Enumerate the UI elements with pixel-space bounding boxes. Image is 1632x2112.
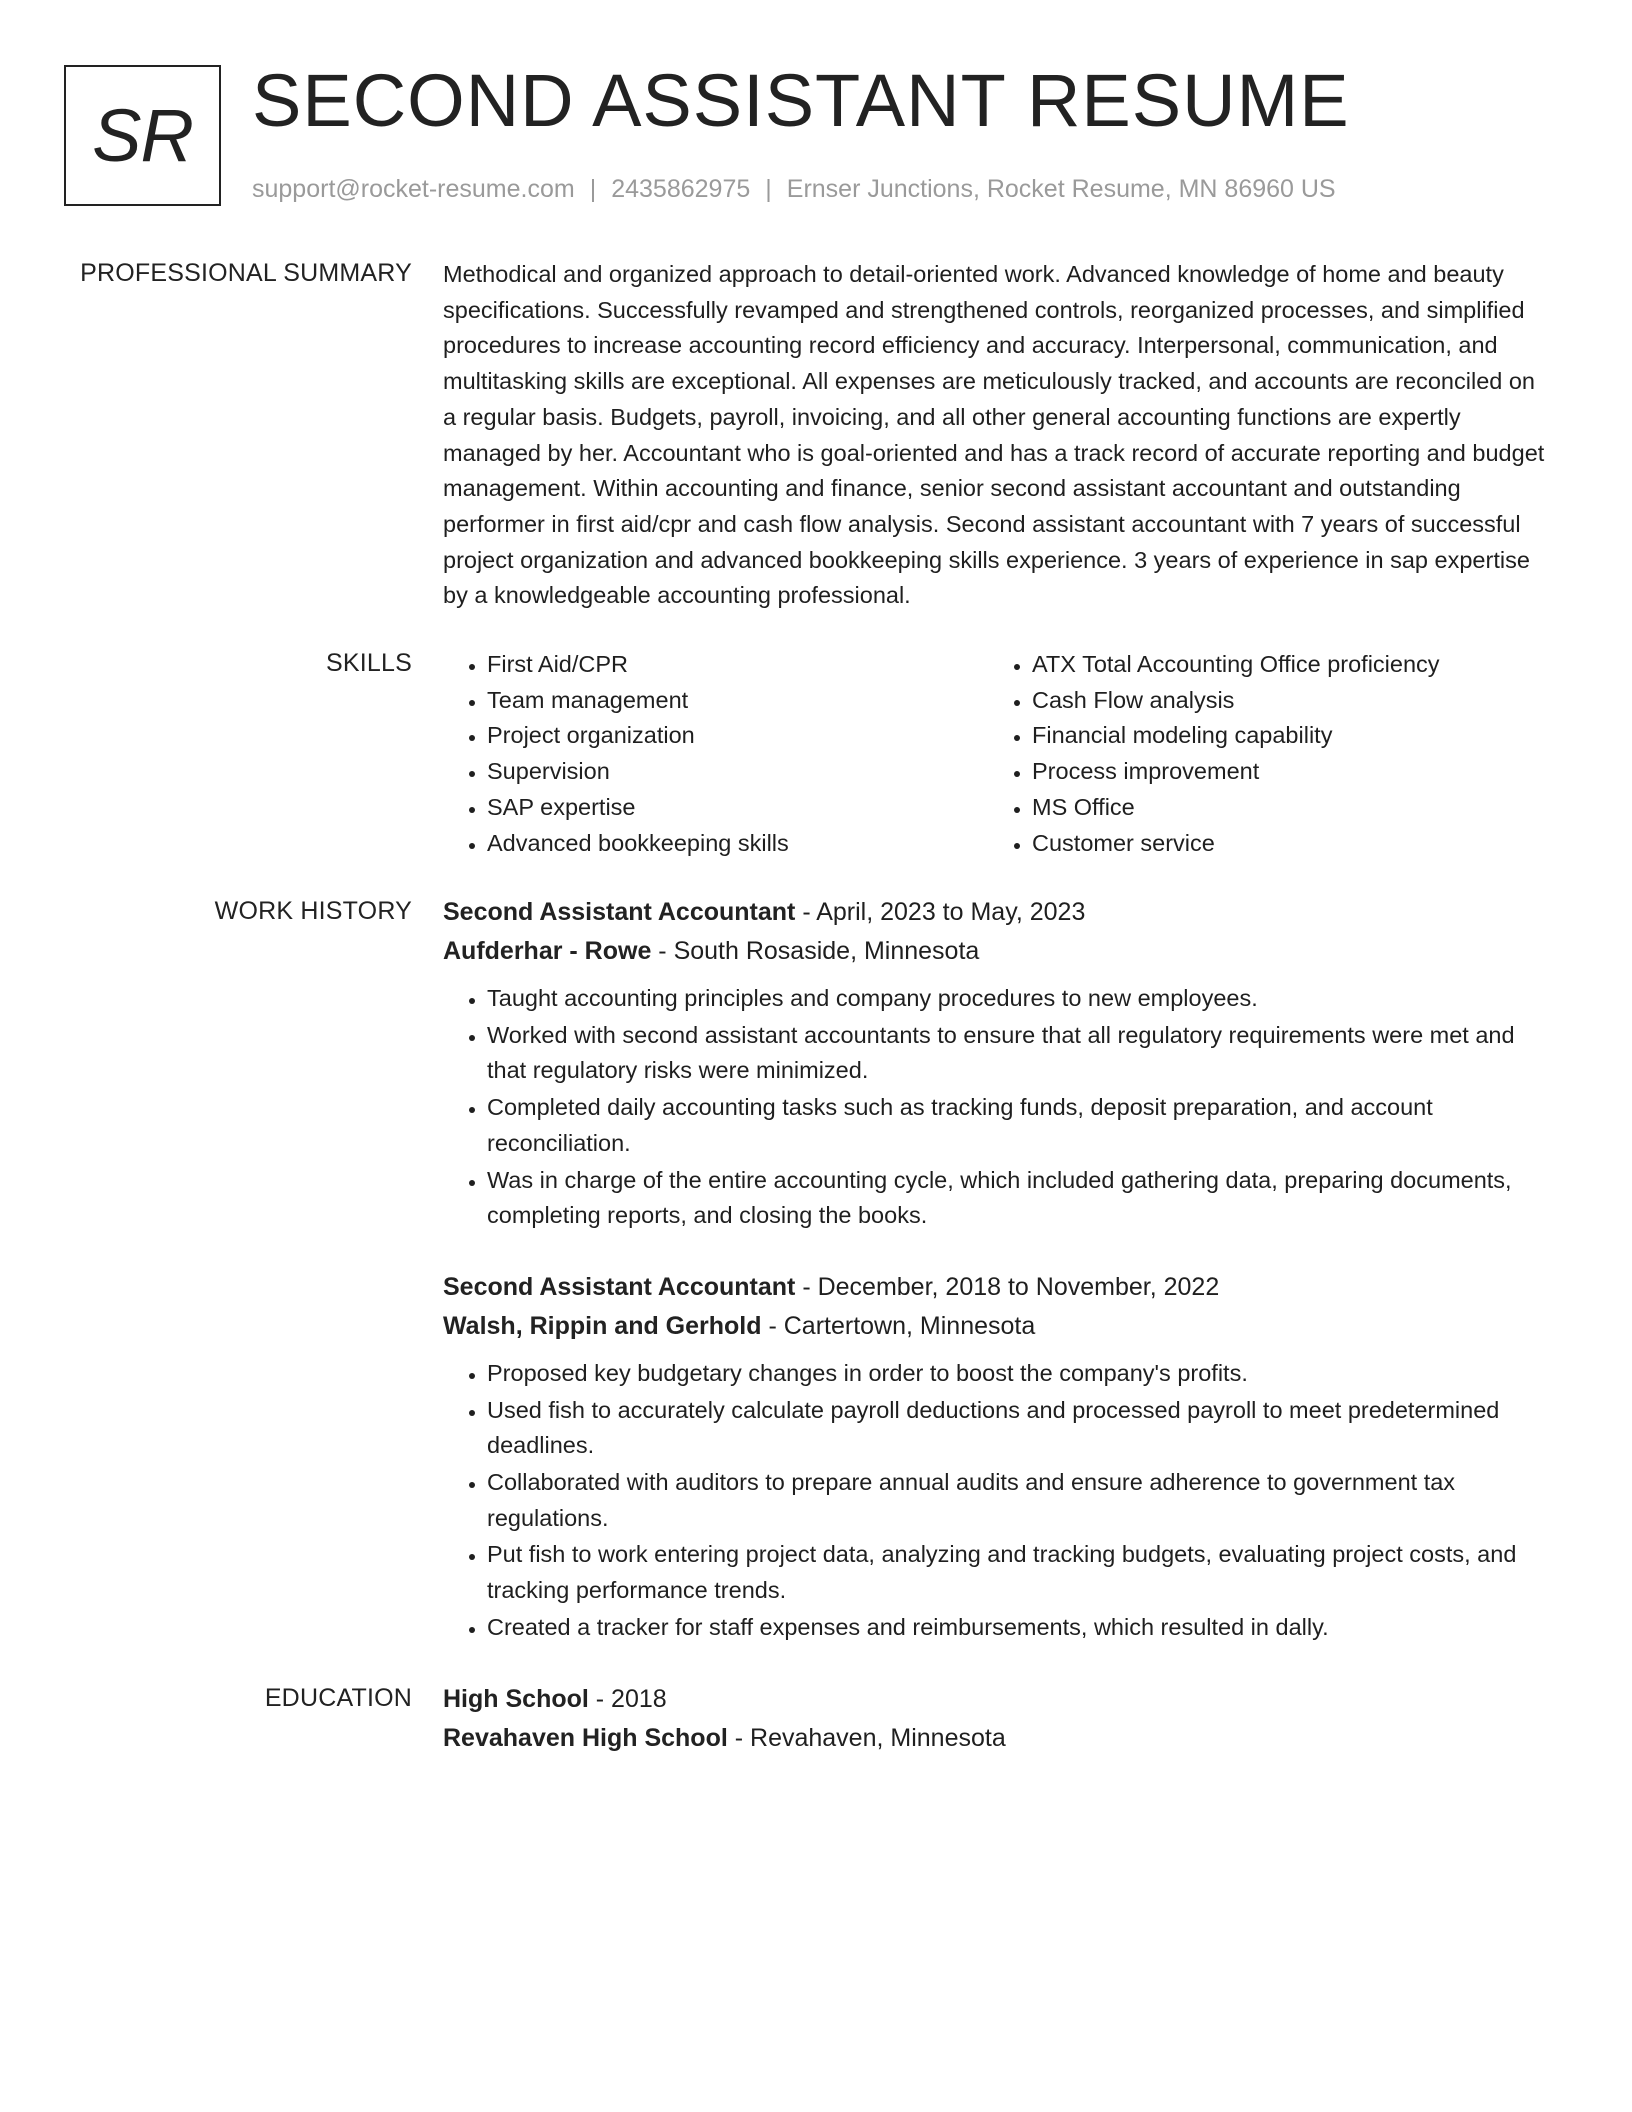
contact-email[interactable]: support@rocket-resume.com: [252, 175, 575, 203]
job-bullet: • Used fish to accurately calculate payroll deductions and processed payroll to meet predetermined deadlines.: [487, 1393, 1553, 1464]
job-location: - Cartertown, Minnesota: [761, 1311, 1036, 1340]
job-dates: - December, 2018 to November, 2022: [795, 1272, 1220, 1301]
job-title: Second Assistant Accountant: [443, 1272, 796, 1301]
summary-heading: PROFESSIONAL SUMMARY: [80, 259, 412, 287]
job-entry: [443, 1268, 1553, 1646]
job-bullet: • Worked with second assistant accountants to ensure that all regulatory requirements were met and that regulatory risks were minimized.: [487, 1018, 1553, 1089]
education-body: [443, 1680, 1553, 1758]
skill-item: • MS Office: [1032, 790, 1533, 826]
education-school: Revahaven High School: [443, 1724, 728, 1752]
job-bullet: • Collaborated with auditors to prepare annual audits and ensure adherence to government tax regulations.: [487, 1465, 1553, 1536]
skill-item: • Process improvement: [1032, 754, 1533, 790]
education-year: - 2018: [588, 1685, 667, 1713]
job-title-line: [443, 1268, 1553, 1307]
skill-item: • Cash Flow analysis: [1032, 683, 1533, 719]
education-location: - Revahaven, Minnesota: [727, 1724, 1006, 1752]
job-location: - South Rosaside, Minnesota: [651, 937, 980, 965]
contact-line: [252, 173, 1336, 205]
monogram-box: [64, 65, 221, 206]
job-dates: - April, 2023 to May, 2023: [795, 898, 1086, 926]
skill-item: • ATX Total Accounting Office proficiency: [1032, 647, 1533, 683]
job-entry: [443, 893, 1553, 1234]
job-bullet: • Put fish to work entering project data, analyzing and tracking budgets, evaluating project costs, and tracking performance trends.: [487, 1537, 1553, 1608]
contact-separator: |: [589, 175, 597, 203]
skill-item: • Financial modeling capability: [1032, 718, 1533, 754]
job-company: Walsh, Rippin and Gerhold: [443, 1311, 762, 1340]
skills-body: [443, 647, 1553, 861]
job-bullet: • Taught accounting principles and company procedures to new employees.: [487, 981, 1553, 1017]
skill-item: • SAP expertise: [487, 790, 988, 826]
education-school-line: [443, 1719, 1553, 1758]
summary-text: Methodical and organized approach to detail-oriented work. Advanced knowledge of home and beauty specifications. Successfully revamped and strengthened controls, reorganized processes, and simplified procedures to increase accounting record efficiency and accuracy. Interpersonal, communication, and multitasking skills are exceptional. All expenses are meticulously tracked, and accounts are reconciled on a regular basis. Budgets, payroll, invoicing, and all other general accounting functions are expertly managed by her. Accountant who is goal-oriented and has a track record of accurate reporting and budget management. Within accounting and finance, senior second assistant accountant and outstanding performer in first aid/cpr and cash flow analysis. Second assistant accountant with 7 years of successful project organization and advanced bookkeeping skills experience. 3 years of experience in sap expertise by a knowledgeable accounting professional.: [443, 261, 1545, 609]
work-history-heading: WORK HISTORY: [214, 897, 412, 925]
skill-item: • Customer service: [1032, 826, 1533, 862]
skills-heading: SKILLS: [326, 649, 412, 677]
skill-item: • First Aid/CPR: [487, 647, 988, 683]
job-bullet: • Completed daily accounting tasks such as tracking funds, deposit preparation, and account reconciliation.: [487, 1090, 1553, 1161]
job-company-line: [443, 932, 1553, 971]
skill-item: • Project organization: [487, 718, 988, 754]
job-title: Second Assistant Accountant: [443, 898, 796, 926]
contact-phone[interactable]: 2435862975: [611, 175, 751, 203]
job-bullets: [443, 1356, 1553, 1646]
contact-address: Ernser Junctions, Rocket Resume, MN 86960 US: [786, 175, 1336, 203]
job-bullets: [443, 981, 1553, 1234]
education-degree: High School: [443, 1685, 589, 1713]
job-company-line: [443, 1307, 1553, 1346]
monogram-initials: SR: [92, 93, 193, 177]
job-bullet: • Created a tracker for staff expenses and reimbursements, which resulted in dally.: [487, 1610, 1553, 1646]
skill-item: • Supervision: [487, 754, 988, 790]
skills-list-right: [988, 647, 1533, 861]
job-company: Aufderhar - Rowe: [443, 937, 652, 965]
education-heading: EDUCATION: [264, 1684, 412, 1712]
education-degree-line: [443, 1680, 1553, 1719]
contact-separator: |: [765, 175, 772, 203]
summary-body: [443, 257, 1553, 614]
skill-item: • Team management: [487, 683, 988, 719]
skill-item: • Advanced bookkeeping skills: [487, 826, 988, 862]
job-bullet: • Proposed key budgetary changes in order to boost the company's profits.: [487, 1356, 1553, 1392]
job-bullet: • Was in charge of the entire accounting cycle, which included gathering data, preparing documents, completing reports, and closing the books.: [487, 1163, 1553, 1234]
resume-title: SECOND ASSISTANT RESUME: [252, 59, 1350, 142]
skills-list-left: [443, 647, 988, 861]
job-title-line: [443, 893, 1553, 932]
work-history-body: [443, 893, 1553, 1647]
